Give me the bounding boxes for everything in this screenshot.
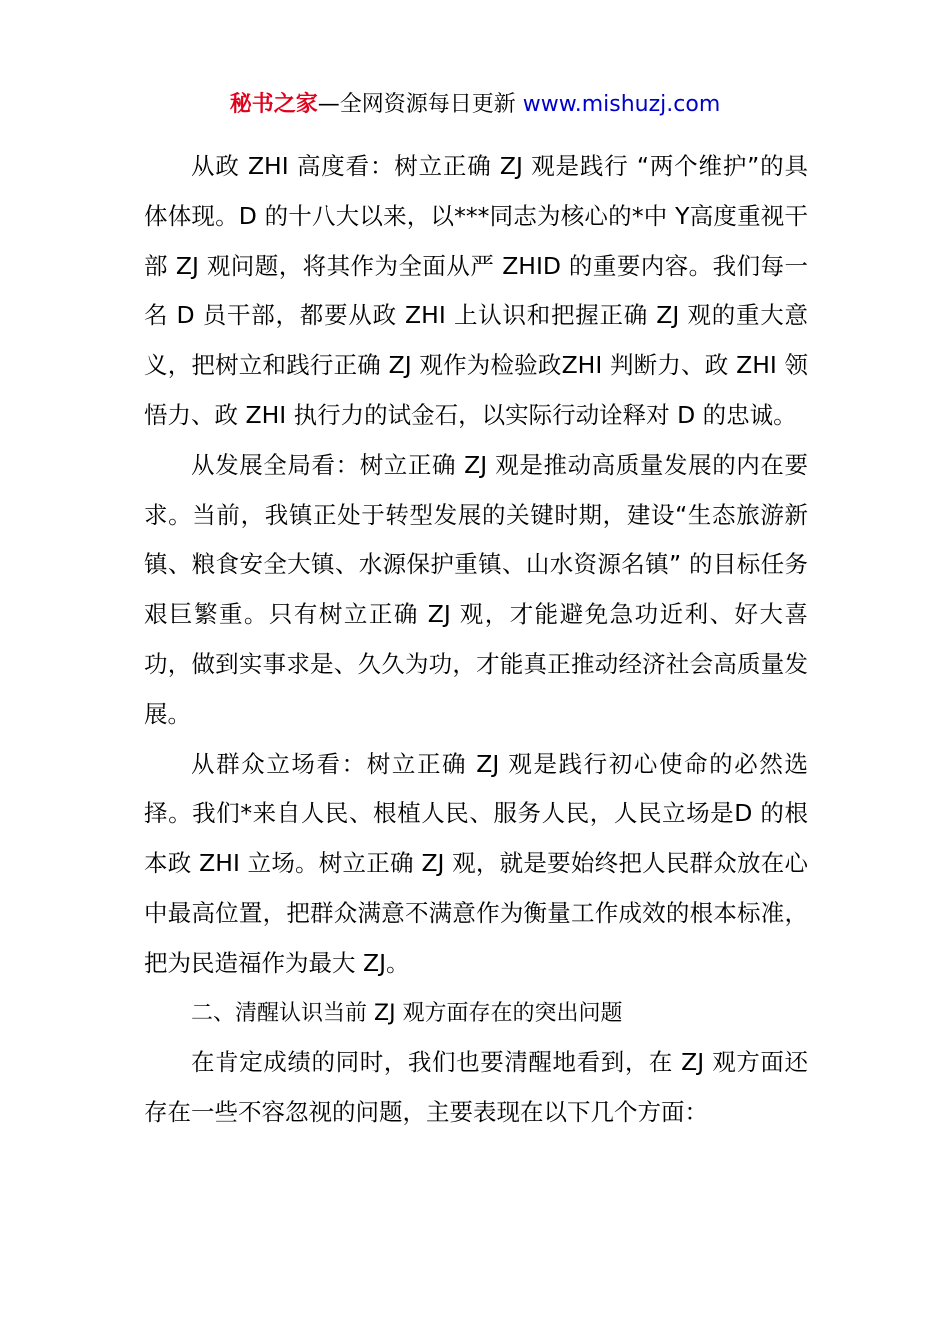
paragraph-problems-intro: 在肯定成绩的同时，我们也要清醒地看到，在 ZJ 观方面还存在一些不容忽视的问题，主要表现在以下几个方面： [144,1048,808,1127]
section-heading-2: 二、清醒认识当前 ZJ 观方面存在的突出问题 [191,1000,623,1026]
header-tagline: —全网资源每日更新 [317,92,523,117]
brand-name: 秘书之家 [229,92,318,117]
paragraph-development-overall: 从发展全局看：树立正确 ZJ 观是推动高质量发展的内在要求。当前，我镇正处于转型发展的关键时期，建设“生态旅游新镇、粮食安全大镇、水源保护重镇、山水资源名镇” 的目标任务艰巨繁重。只有树立正确 ZJ 观，才能避免急功近利、好大喜功，做到实事求是、久久为功，才能真正推动经济社会高质量发展。 [144,450,809,728]
paragraph-people-stance: 从群众立场看：树立正确 ZJ 观是践行初心使命的必然选择。我们*来自人民、根植人民、服务人民，人民立场是D 的根本政 ZHI 立场。树立正确 ZJ 观，就是要始终把人民群众放在心中最高位置，把群众满意不满意作为衡量工作成效的根本标准，把为民造福作为最大 ZJ。 [144,749,808,977]
paragraph-political-height: 从政 ZHI 高度看：树立正确 ZJ 观是践行 “两个维护”的具体体现。D 的十八大以来，以***同志为核心的*中 Y高度重视干部 ZJ 观问题，将其作为全面从严 ZHID 的重要内容。我们每一名 D 员干部，都要从政 ZHI 上认识和把握正确 ZJ 观的重大意义，把树立和践行正确 ZJ 观作为检验政ZHI 判断力、政 ZHI 领悟力、政 ZHI 执行力的试金石，以实际行动诠释对 D 的忠诚。 [144,152,808,429]
site-header [0,88,950,122]
site-url-link[interactable]: www.mishuzj.com [522,92,721,117]
document-body [144,142,808,1138]
